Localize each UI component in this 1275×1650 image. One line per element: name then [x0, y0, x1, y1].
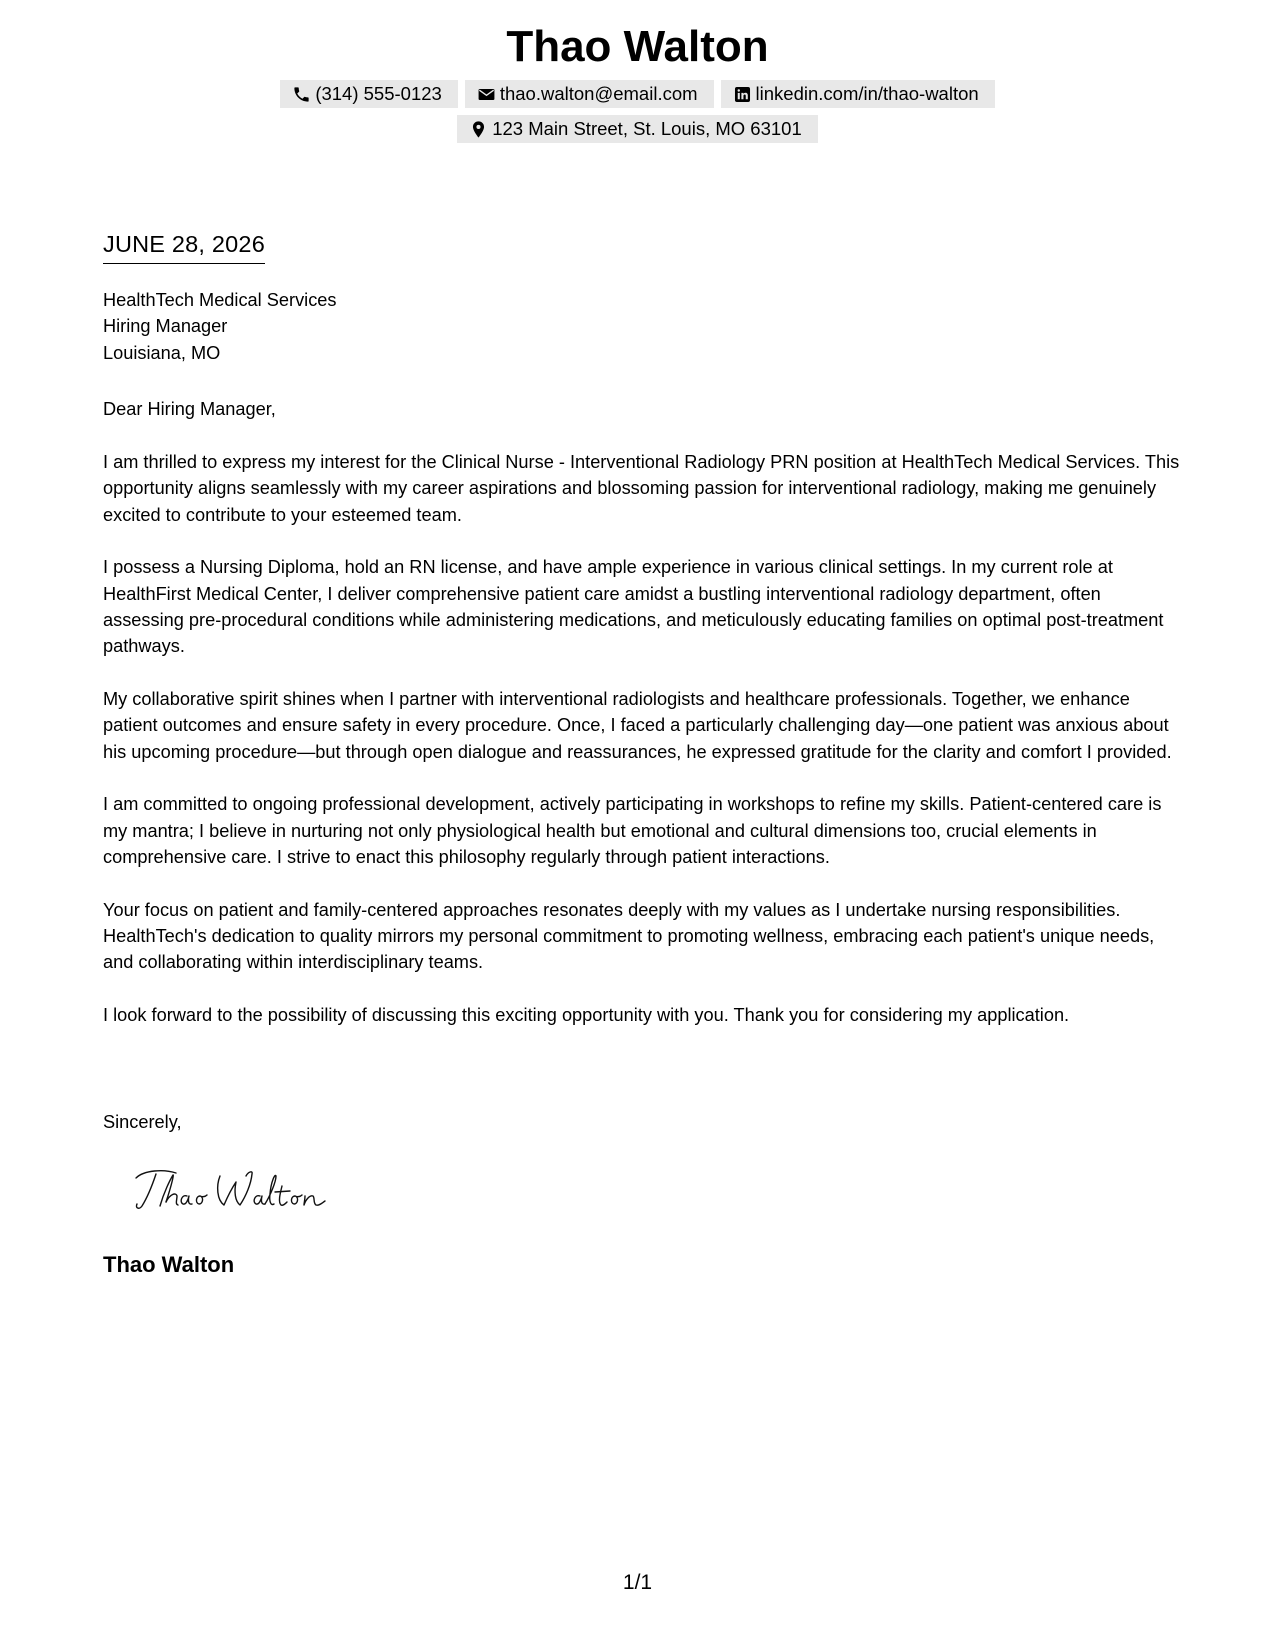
body-paragraph: I possess a Nursing Diploma, hold an RN license, and have ample experience in various clinical settings. In my current role at HealthFirst Medical Center, I deliver comprehensive patient care amidst a bustling interventional radiology department, often assessing pre-procedural conditions while administering medications, and meticulously educating families on optimal post-treatment pathways.	[103, 557, 1164, 657]
phone-icon	[292, 85, 311, 104]
closing: Sincerely,	[103, 1112, 182, 1132]
recipient-location: Louisiana, MO	[103, 342, 221, 363]
address-chip	[457, 115, 818, 143]
body-paragraph: Your focus on patient and family-centered approaches resonates deeply with my values as I undertake nursing responsibilities. HealthTech's dedication to quality mirrors my personal commitment to promoting wellness, embracing each patient's unique needs, and collaborating within interdisciplinary teams.	[103, 899, 1155, 973]
signature-image	[130, 1162, 345, 1222]
recipient-block	[103, 287, 1183, 366]
body-paragraph: I look forward to the possibility of discussing this exciting opportunity with you. Thank you for considering my application.	[103, 1005, 1070, 1026]
page-indicator: 1/1	[622, 1571, 653, 1594]
linkedin-chip[interactable]	[721, 80, 995, 108]
body-paragraph: I am thrilled to express my interest for the Clinical Nurse - Interventional Radiology PRN position at HealthTech Medical Services. This opportunity aligns seamlessly with my career aspirations and blossoming passion for interventional radiology, making me genuinely excited to contribute to your esteemed team.	[103, 452, 1180, 525]
email-chip[interactable]	[465, 80, 714, 108]
contact-row-secondary	[0, 115, 1275, 143]
signer-name: Thao Walton	[103, 1252, 235, 1277]
salutation: Dear Hiring Manager,	[103, 399, 276, 419]
letter-date: JUNE 28, 2026	[103, 229, 265, 264]
phone-chip	[280, 80, 458, 108]
linkedin-text[interactable]: linkedin.com/in/thao-walton	[755, 83, 979, 104]
recipient-company: HealthTech Medical Services	[103, 290, 337, 310]
contact-row-primary	[0, 80, 1275, 108]
envelope-icon	[477, 85, 496, 104]
linkedin-icon	[733, 85, 752, 104]
handwritten-signature	[130, 1162, 345, 1227]
address-text: 123 Main Street, St. Louis, MO 63101	[492, 118, 802, 139]
applicant-name-heading: Thao Walton	[506, 22, 769, 71]
email-text[interactable]: thao.walton@email.com	[499, 83, 698, 104]
map-pin-icon	[469, 120, 488, 139]
letter-body	[103, 449, 1183, 1055]
recipient-title: Hiring Manager	[103, 316, 228, 337]
phone-text: (314) 555-0123	[315, 83, 442, 104]
body-paragraph: I am committed to ongoing professional development, actively participating in workshops to refine my skills. Patient-centered care is my mantra; I believe in nurturing not only physiological health but emotional and cultural dimensions too, crucial elements in comprehensive care. I strive to enact this philosophy regularly through patient interactions.	[103, 794, 1162, 868]
body-paragraph: My collaborative spirit shines when I partner with interventional radiologists and healthcare professionals. Together, we enhance patient outcomes and ensure safety in every procedure. Once, I faced a particularly challenging day—one patient was anxious about his upcoming procedure—but through open dialogue and reassurances, he expressed gratitude for the clarity and comfort I provided.	[103, 689, 1172, 762]
